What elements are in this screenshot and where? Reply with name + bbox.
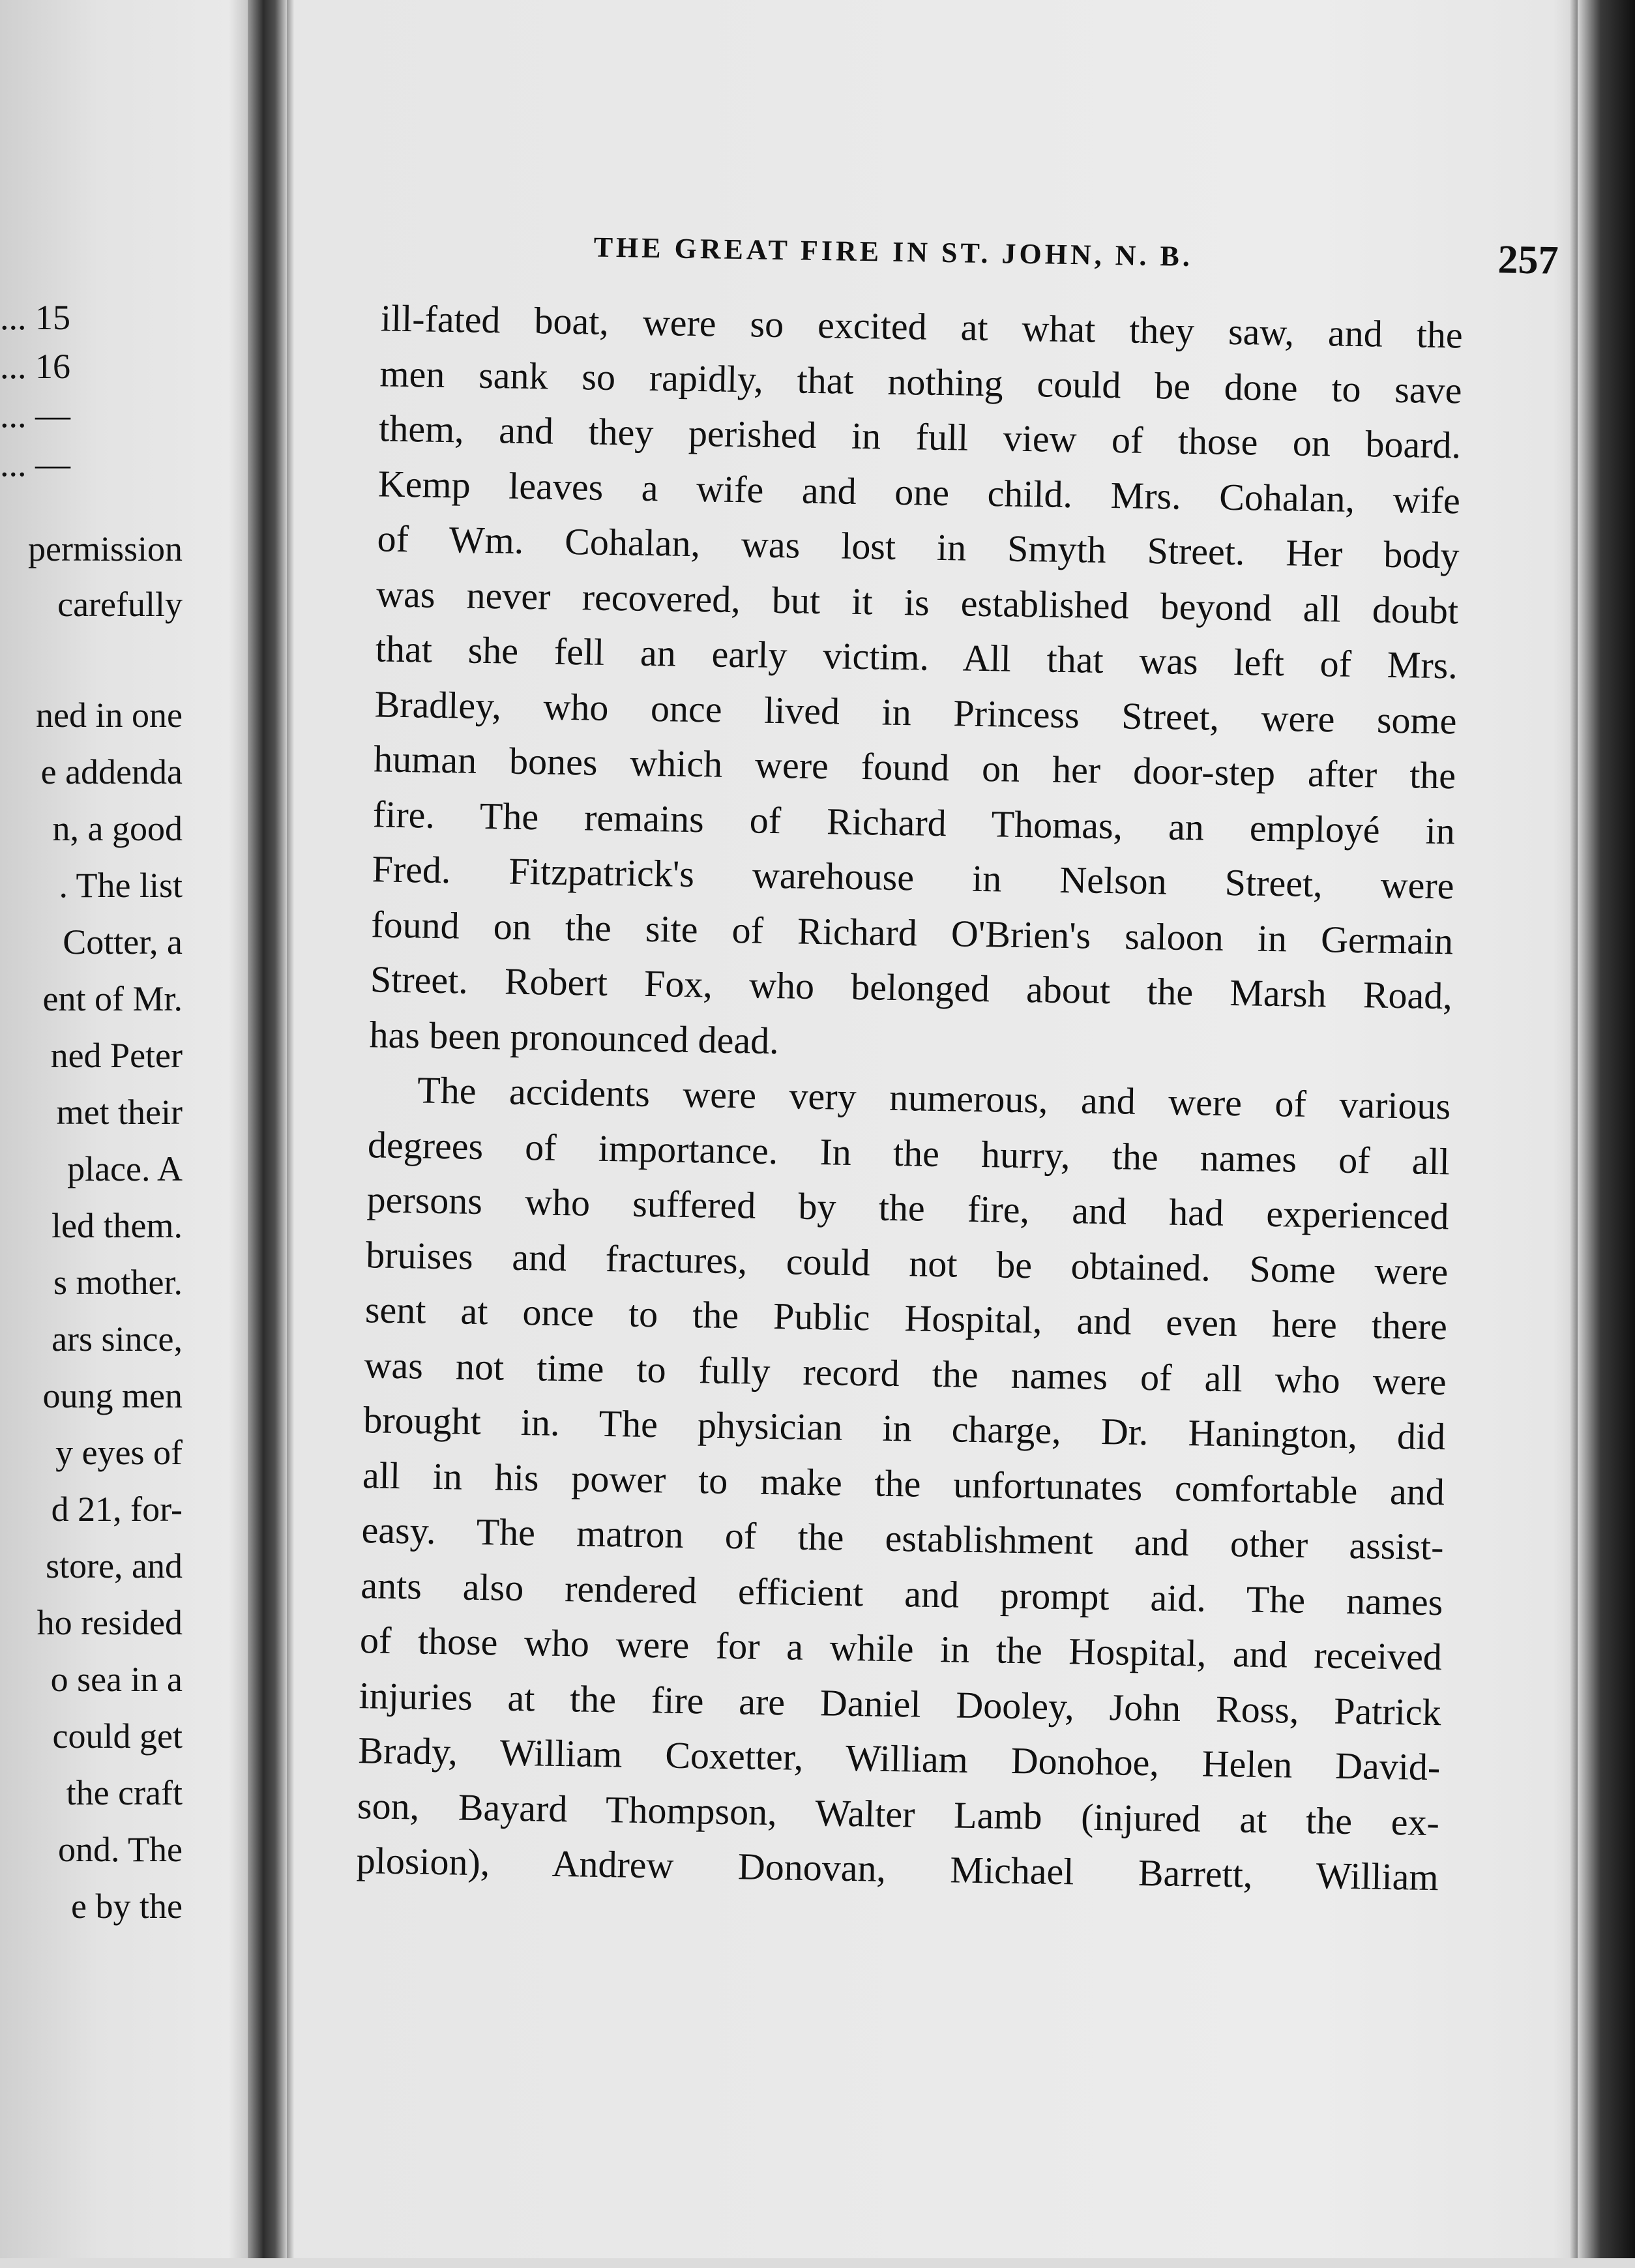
text-line: plosion), Andrew Donovan, Michael Barrett, William [356,1839,1439,1899]
text-line: easy. The matron of the establishment and other assist- [361,1509,1445,1568]
left-page-fragment [0,0,248,2258]
left-text-line: . The list [59,866,183,905]
right-page [269,0,1595,2268]
text-line: of those who were for a while in the Hospital, and received [359,1619,1443,1679]
running-head-title: THE GREAT FIRE IN ST. JOHN, N. B. [593,231,1194,272]
left-text-line: met their [56,1093,183,1132]
text-line: ants also rendered efficient and prompt aid. The names [360,1563,1443,1623]
paragraph-2 [356,1062,1451,1905]
left-text-line: e by the [71,1887,183,1926]
text-line: ill-fated boat, were so excited at what they saw, and the [380,297,1464,357]
left-text-line: e addenda [40,752,183,791]
body-text [356,291,1463,1905]
left-text-line: d 21, for- [51,1490,183,1529]
text-line: that she fell an early victim. All that was left of Mrs. [375,627,1458,687]
running-head [593,223,1559,290]
left-text-line: ned in one [36,696,183,735]
text-line: Fred. Fitzpatrick's warehouse in Nelson Street, were [372,847,1454,907]
text-line: found on the site of Richard O'Brien's saloon in Germain [370,902,1454,962]
left-leader-line: ... — [0,396,70,435]
left-text-line: oung men [42,1376,183,1415]
left-text-line: could get [52,1716,183,1756]
text-line: Street. Robert Fox, who belonged about the Marsh Road, [370,958,1453,1018]
text-line: Bradley, who once lived in Princess Street, were some [374,682,1457,742]
text-line: them, and they perished in full view of those on board. [378,407,1462,467]
left-text-line: carefully [57,585,183,624]
left-leader-line: ... 16 [0,347,70,386]
left-text-line: n, a good [52,809,183,848]
page-number: 257 [1497,237,1559,283]
text-line: human bones which were found on her door-step after the [373,737,1456,797]
text-line: was never recovered, but it is established beyond all doubt [376,572,1459,632]
left-text-line: place. A [67,1149,183,1188]
text-line: brought in. The physician in charge, Dr. Hanington, did [362,1398,1446,1458]
text-line: degrees of importance. In the hurry, the names of all [367,1123,1451,1183]
text-line: Kemp leaves a wife and one child. Mrs. Cohalan, wife [377,462,1461,522]
left-text-line: the craft [66,1773,183,1812]
left-leader-line: ... 15 [0,298,70,337]
left-text-line: ond. The [58,1830,183,1869]
text-line: was not time to fully record the names of all who were [364,1343,1447,1403]
text-line: injuries at the fire are Daniel Dooley, John Ross, Patrick [359,1673,1442,1733]
text-line: has been pronounced dead. [369,1012,780,1062]
left-text-line: Cotter, a [63,922,183,962]
text-line: persons who suffered by the fire, and had experienced [366,1178,1450,1238]
left-leader-line: ... — [0,445,70,484]
left-text-line: o sea in a [50,1660,183,1699]
text-line: all in his power to make the unfortunates comfortable and [362,1453,1445,1513]
text-line: of Wm. Cohalan, was lost in Smyth Street. Her body [377,517,1460,577]
left-text-line: y eyes of [55,1433,183,1472]
text-line: sent at once to the Public Hospital, and even here there [364,1288,1448,1348]
text-line: The accidents were very numerous, and were of various [417,1068,1451,1128]
text-line: bruises and fractures, could not be obtained. Some were [365,1233,1449,1293]
left-text-line: ars since, [52,1319,183,1359]
left-text-line: ent of Mr. [42,979,183,1018]
text-line: Brady, William Coxetter, William Donohoe, Helen David- [357,1729,1441,1789]
left-text-line: led them. [52,1206,183,1245]
left-text-line: store, and [46,1546,183,1585]
text-line: men sank so rapidly, that nothing could be done to save [379,351,1462,411]
left-text-line: ned Peter [50,1036,183,1075]
left-text-line: ho resided [37,1603,183,1642]
paragraph-1 [369,291,1463,1079]
left-text-line: s mother. [53,1263,183,1302]
left-text-line: permission [28,529,183,568]
text-line: son, Bayard Thompson, Walter Lamb (injured at the ex- [357,1784,1440,1844]
text-line: fire. The remains of Richard Thomas, an employé in [372,792,1456,852]
